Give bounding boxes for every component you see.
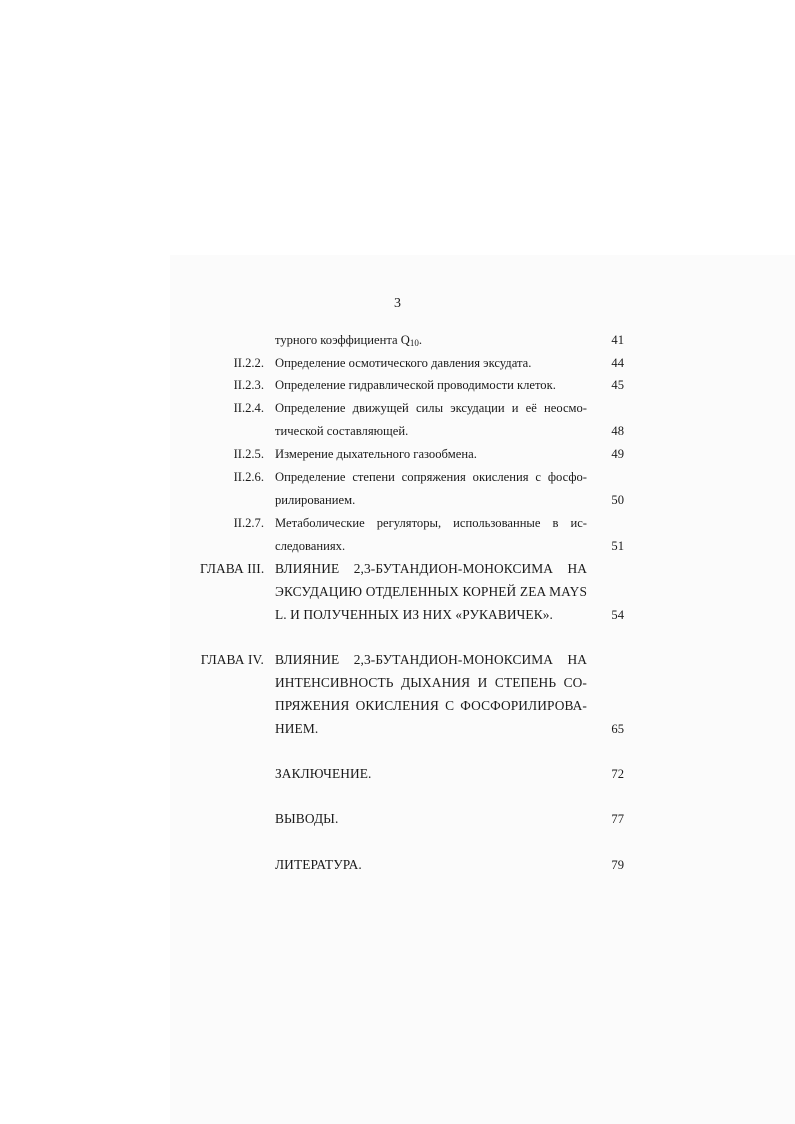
- toc-chapter-title: НИЕМ.: [275, 721, 319, 736]
- toc-chapter-title: L. И ПОЛУЧЕННЫХ ИЗ НИХ «РУКАВИЧЕК».: [275, 607, 553, 622]
- toc-entry-page: 65: [611, 722, 624, 736]
- toc-entry-text: рилированием.: [275, 493, 356, 507]
- toc-chapter-title: ВЛИЯНИЕ 2,3-БУТАНДИОН-МОНОКСИМА НА: [275, 561, 587, 576]
- toc-chapter-title: ИНТЕНСИВНОСТЬ ДЫХАНИЯ И СТЕПЕНЬ СО-: [275, 675, 587, 690]
- toc-entry-page: 72: [611, 767, 624, 781]
- toc-entry-text: Определение осмотического давления эксудата.: [275, 356, 532, 370]
- toc-entry-text: Определение движущей силы эксудации и её неосмо-: [275, 401, 587, 415]
- toc-entry-number: II.2.6.: [233, 470, 264, 484]
- toc-entry-text: Определение степени сопряжения окисления с фосфо-: [275, 470, 587, 484]
- toc-entry-page: 49: [611, 447, 624, 461]
- toc-entry-number: II.2.7.: [233, 516, 264, 530]
- toc-entry-page: 44: [611, 356, 624, 370]
- toc-entry-page: 41: [611, 333, 624, 347]
- toc-entry-page: 48: [611, 424, 624, 438]
- toc-chapter-number: ГЛАВА III.: [200, 561, 265, 576]
- toc-entry-text: Измерение дыхательного газообмена.: [275, 447, 477, 461]
- toc-entry-text: Метаболические регуляторы, использованные в ис-: [275, 516, 587, 530]
- toc-conclusion: ЗАКЛЮЧЕНИЕ.: [275, 766, 372, 781]
- toc-chapter-title: ВЛИЯНИЕ 2,3-БУТАНДИОН-МОНОКСИМА НА: [275, 652, 587, 667]
- toc-entry-text: тической составляющей.: [275, 424, 409, 438]
- toc-entry-number: II.2.5.: [233, 447, 264, 461]
- toc-entry-number: II.2.4.: [233, 401, 264, 415]
- toc-entry-text: турного коэффициента $Q_{10}$.: [275, 333, 422, 348]
- toc-entry-text: следованиях.: [275, 539, 346, 553]
- toc-entry-page: 77: [611, 812, 624, 826]
- toc-findings: ВЫВОДЫ.: [275, 811, 339, 826]
- page-number: 3: [394, 296, 401, 311]
- toc-chapter-title: ПРЯЖЕНИЯ ОКИСЛЕНИЯ С ФОСФОРИЛИРОВА-: [275, 698, 587, 713]
- toc-chapter-title: ЭКСУДАЦИЮ ОТДЕЛЕННЫХ КОРНЕЙ ZEA MAYS: [275, 584, 587, 599]
- toc-entry-page: 50: [611, 493, 624, 507]
- toc-entry-number: II.2.3.: [233, 378, 264, 392]
- toc-entry-page: 45: [611, 378, 624, 392]
- toc-entry-text: Определение гидравлической проводимости клеток.: [275, 378, 556, 392]
- toc-chapter-number: ГЛАВА IV.: [200, 652, 264, 667]
- toc-entry-page: 79: [611, 858, 624, 872]
- toc-entry-number: II.2.2.: [233, 356, 264, 370]
- toc-entry-page: 54: [611, 608, 624, 622]
- toc-entry-page: 51: [611, 539, 624, 553]
- toc-references: ЛИТЕРАТУРА.: [275, 857, 362, 872]
